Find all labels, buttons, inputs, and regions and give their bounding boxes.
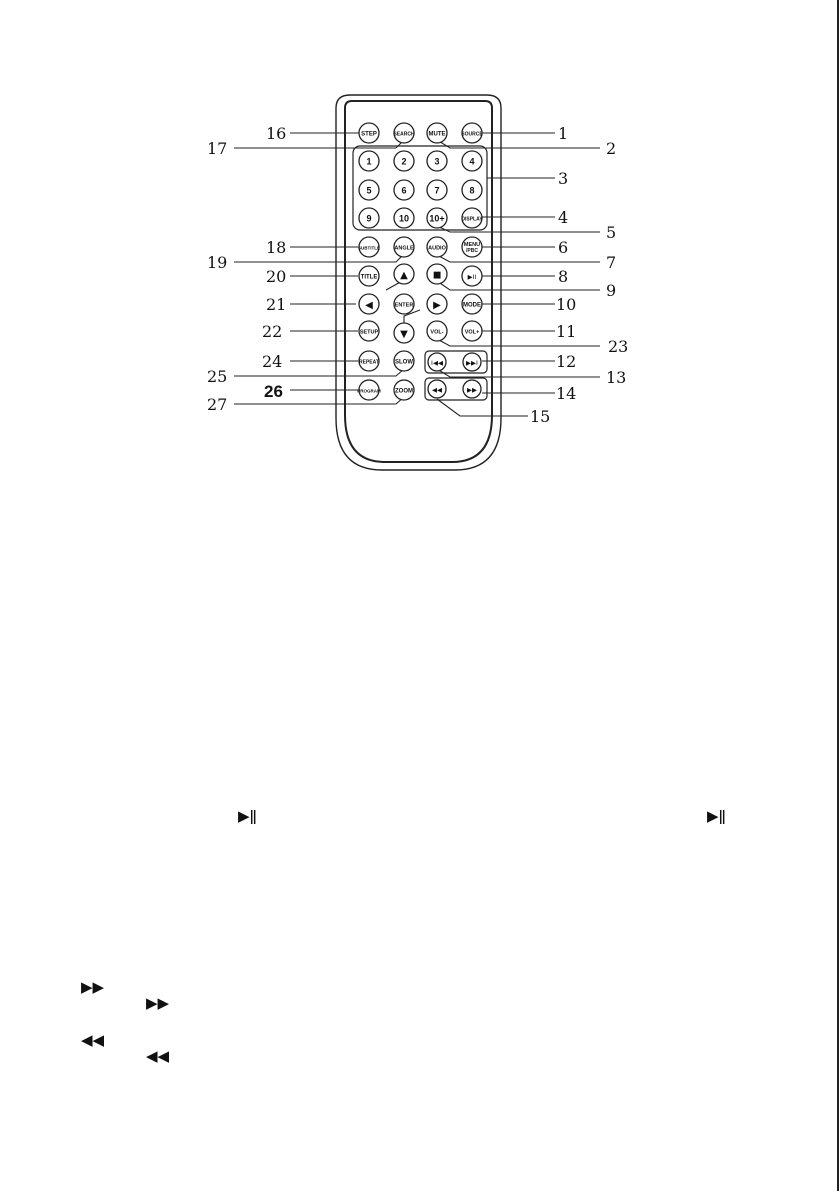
setup-button[interactable] — [359, 321, 379, 341]
svg-text:▶: ▶ — [433, 300, 441, 311]
svg-text:PROGRAM: PROGRAM — [357, 388, 381, 394]
callout-13: 13 — [606, 368, 627, 387]
callout-15: 15 — [530, 407, 551, 426]
mode-button[interactable] — [462, 294, 482, 314]
svg-text:AUDIO: AUDIO — [428, 245, 446, 252]
repeat-button[interactable] — [359, 351, 379, 371]
rewind-icon: ◀◀ — [81, 1031, 105, 1049]
svg-text:▼: ▼ — [400, 329, 408, 340]
callout-numbers — [207, 124, 628, 426]
number-2-button[interactable] — [394, 151, 414, 171]
svg-text:■: ■ — [432, 270, 442, 281]
down-button[interactable] — [394, 323, 414, 343]
program-button[interactable] — [357, 380, 381, 400]
svg-text:6: 6 — [401, 185, 407, 196]
up-button[interactable] — [394, 264, 414, 284]
svg-text:8: 8 — [469, 185, 475, 196]
angle-button[interactable] — [394, 237, 414, 257]
callout-17: 17 — [207, 139, 228, 158]
callout-2: 2 — [606, 139, 617, 158]
menu-pbc-button[interactable] — [462, 237, 482, 257]
fast-forward-button[interactable] — [463, 380, 481, 398]
callout-6: 6 — [558, 238, 569, 257]
callout-9: 9 — [606, 281, 617, 300]
number-3-button[interactable] — [427, 151, 447, 171]
svg-text:/PBC: /PBC — [466, 248, 478, 254]
svg-text:10+: 10+ — [429, 213, 445, 224]
rewind-icon: ◀◀ — [146, 1047, 170, 1065]
callout-16: 16 — [266, 124, 287, 143]
svg-text:◀: ◀ — [365, 300, 373, 311]
callout-21: 21 — [266, 295, 287, 314]
callout-20: 20 — [266, 267, 287, 286]
number-1-button[interactable] — [359, 151, 379, 171]
svg-text:9: 9 — [366, 213, 372, 224]
fast-forward-icon: ▶▶ — [81, 978, 105, 996]
prev-button[interactable] — [428, 353, 446, 371]
svg-text:MODE: MODE — [463, 302, 481, 309]
number-4-button[interactable] — [462, 151, 482, 171]
play-pause-icon: ▶ǁ — [238, 807, 257, 825]
svg-text:1: 1 — [366, 156, 372, 167]
callout-22: 22 — [262, 322, 283, 341]
play-pause-icon: ▶ǁ — [707, 807, 726, 825]
svg-text:DISPLAY: DISPLAY — [461, 216, 483, 223]
vol-minus-button[interactable] — [427, 321, 447, 341]
callout-7: 7 — [606, 253, 617, 272]
svg-text:▶▶: ▶▶ — [467, 386, 477, 394]
svg-text:SEARCH: SEARCH — [393, 131, 415, 138]
svg-text:SUBTITLE: SUBTITLE — [358, 245, 380, 251]
number-9-button[interactable] — [359, 208, 379, 228]
svg-text:SETUP: SETUP — [359, 329, 379, 336]
svg-text:7: 7 — [434, 185, 440, 196]
mute-button[interactable] — [427, 123, 447, 143]
svg-text:ZOOM: ZOOM — [395, 388, 413, 395]
svg-text:▲: ▲ — [400, 270, 408, 281]
number-10-button[interactable] — [394, 208, 414, 228]
step-button[interactable] — [359, 123, 379, 143]
fast-forward-icon: ▶▶ — [146, 994, 170, 1012]
svg-text:TITLE: TITLE — [360, 274, 378, 281]
svg-text:SLOW: SLOW — [395, 359, 413, 366]
callout-27: 27 — [207, 395, 228, 414]
number-8-button[interactable] — [462, 180, 482, 200]
svg-text:▶II: ▶II — [467, 273, 477, 281]
callout-23: 23 — [608, 337, 629, 356]
display-button[interactable] — [461, 208, 483, 228]
svg-text:REPEAT: REPEAT — [359, 359, 379, 366]
callout-10: 10 — [556, 295, 577, 314]
callout-26: 26 — [264, 382, 283, 401]
left-button[interactable] — [359, 294, 379, 314]
vol-plus-button[interactable] — [462, 321, 482, 341]
callout-18: 18 — [266, 238, 287, 257]
callout-1: 1 — [558, 124, 569, 143]
callout-25: 25 — [207, 367, 228, 386]
callout-11: 11 — [556, 322, 577, 341]
callout-24: 24 — [262, 352, 283, 371]
subtitle-button[interactable] — [358, 237, 380, 257]
right-button[interactable] — [427, 294, 447, 314]
search-button[interactable] — [393, 123, 415, 143]
number-6-button[interactable] — [394, 180, 414, 200]
slow-button[interactable] — [394, 351, 414, 371]
rewind-button[interactable] — [428, 380, 446, 398]
svg-text:▶▶I: ▶▶I — [466, 359, 478, 367]
svg-text:ENTER: ENTER — [394, 302, 414, 309]
svg-text:4: 4 — [469, 156, 475, 167]
leader-lines — [234, 133, 600, 416]
svg-text:◀◀: ◀◀ — [432, 386, 442, 394]
title-button[interactable] — [359, 266, 379, 286]
svg-text:ANGLE: ANGLE — [394, 245, 414, 252]
audio-button[interactable] — [427, 237, 447, 257]
svg-text:VOL-: VOL- — [430, 329, 444, 336]
svg-text:MUTE: MUTE — [428, 131, 446, 138]
source-button[interactable] — [461, 123, 483, 143]
callout-5: 5 — [606, 223, 617, 242]
svg-text:VOL+: VOL+ — [464, 329, 480, 336]
callout-14: 14 — [556, 384, 577, 403]
svg-text:I◀◀: I◀◀ — [431, 359, 443, 367]
callout-12: 12 — [556, 352, 577, 371]
number-10plus-button[interactable] — [427, 208, 447, 228]
svg-text:3: 3 — [434, 156, 440, 167]
svg-text:STEP: STEP — [361, 131, 377, 138]
zoom-button[interactable] — [394, 380, 414, 400]
svg-text:SOURCE: SOURCE — [461, 131, 483, 138]
svg-text:10: 10 — [398, 213, 410, 224]
number-5-button[interactable] — [359, 180, 379, 200]
callout-3: 3 — [558, 169, 569, 188]
svg-text:5: 5 — [366, 185, 372, 196]
svg-text:MENU: MENU — [463, 242, 481, 248]
callout-19: 19 — [207, 253, 228, 272]
number-7-button[interactable] — [427, 180, 447, 200]
remote-control-diagram — [0, 0, 839, 480]
enter-button[interactable] — [394, 294, 414, 314]
stop-button[interactable] — [427, 264, 447, 284]
callout-8: 8 — [558, 267, 569, 286]
next-button[interactable] — [463, 353, 481, 371]
svg-text:2: 2 — [401, 156, 407, 167]
play-pause-button[interactable] — [462, 266, 482, 286]
callout-4: 4 — [558, 208, 569, 227]
